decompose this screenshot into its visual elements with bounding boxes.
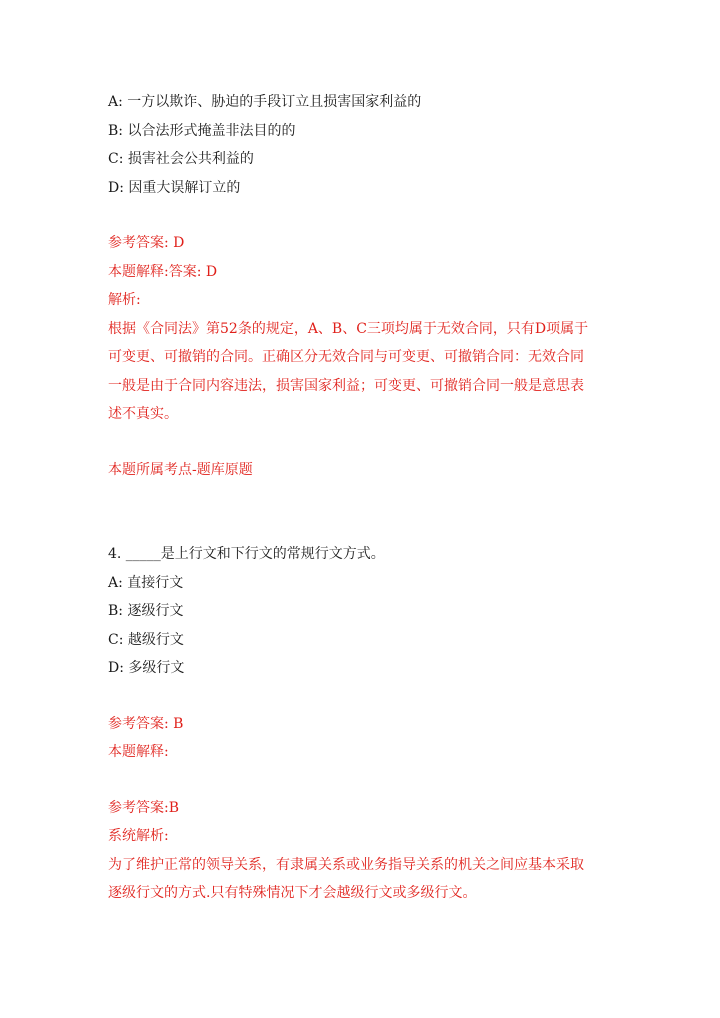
q3-option-b: B: 以合法形式掩盖非法目的的 — [108, 122, 296, 139]
q3-analysis-label: 解析: — [108, 292, 141, 308]
q3-analysis-line: 述不真实。 — [108, 406, 178, 422]
q4-stem: 4. _____是上行文和下行文的常规行文方式。 — [108, 546, 385, 562]
q3-option-d: D: 因重大误解订立的 — [108, 179, 241, 196]
spacer — [108, 429, 628, 456]
q3-option-a: A: 一方以欺诈、胁迫的手段订立且损害国家利益的 — [108, 94, 422, 110]
q3-reference-answer: 参考答案: D — [108, 235, 185, 251]
spacer — [108, 484, 628, 540]
q4-system-analysis-line: 逐级行文的方式.只有特殊情况下才会越级行文或多级行文。 — [108, 885, 477, 901]
q4-option-c: C: 越级行文 — [108, 631, 184, 648]
q4-option-b: B: 逐级行文 — [108, 603, 184, 619]
q3-explanation-label: 本题解释:答案: D — [108, 263, 218, 280]
q3-analysis-line: 可变更、可撤销的合同。正确区分无效合同与可变更、可撤销合同：无效合同 — [108, 349, 584, 365]
q4-system-analysis-label: 系统解析: — [108, 828, 169, 844]
q4-option-d: D: 多级行文 — [108, 660, 185, 676]
q3-analysis-paragraph — [108, 315, 628, 429]
q4-system-analysis-line: 为了维护正常的领导关系，有隶属关系或业务指导关系的机关之间应基本采取 — [108, 856, 584, 873]
spacer — [108, 202, 628, 229]
spacer — [108, 683, 628, 710]
q3-analysis-line: 一般是由于合同内容违法，损害国家利益；可变更、可撤销合同一般是意思表 — [108, 377, 584, 394]
spacer — [108, 767, 628, 794]
q4-reference-answer: 参考答案: B — [108, 715, 184, 732]
q4-options — [108, 569, 628, 683]
q3-knowledge-point: 本题所属考点-题库原题 — [108, 461, 253, 478]
q3-analysis-line: 根据《合同法》第52条的规定，A、B、C三项均属于无效合同，只有D项属于 — [108, 320, 589, 337]
q4-explanation-label: 本题解释: — [108, 744, 169, 760]
q4-system-analysis-paragraph — [108, 851, 628, 908]
document-page — [108, 88, 628, 908]
q3-option-c: C: 损害社会公共利益的 — [108, 151, 254, 167]
q3-options — [108, 88, 628, 202]
q4-reference-answer-2: 参考答案:B — [108, 799, 180, 816]
q4-option-a: A: 直接行文 — [108, 574, 184, 591]
